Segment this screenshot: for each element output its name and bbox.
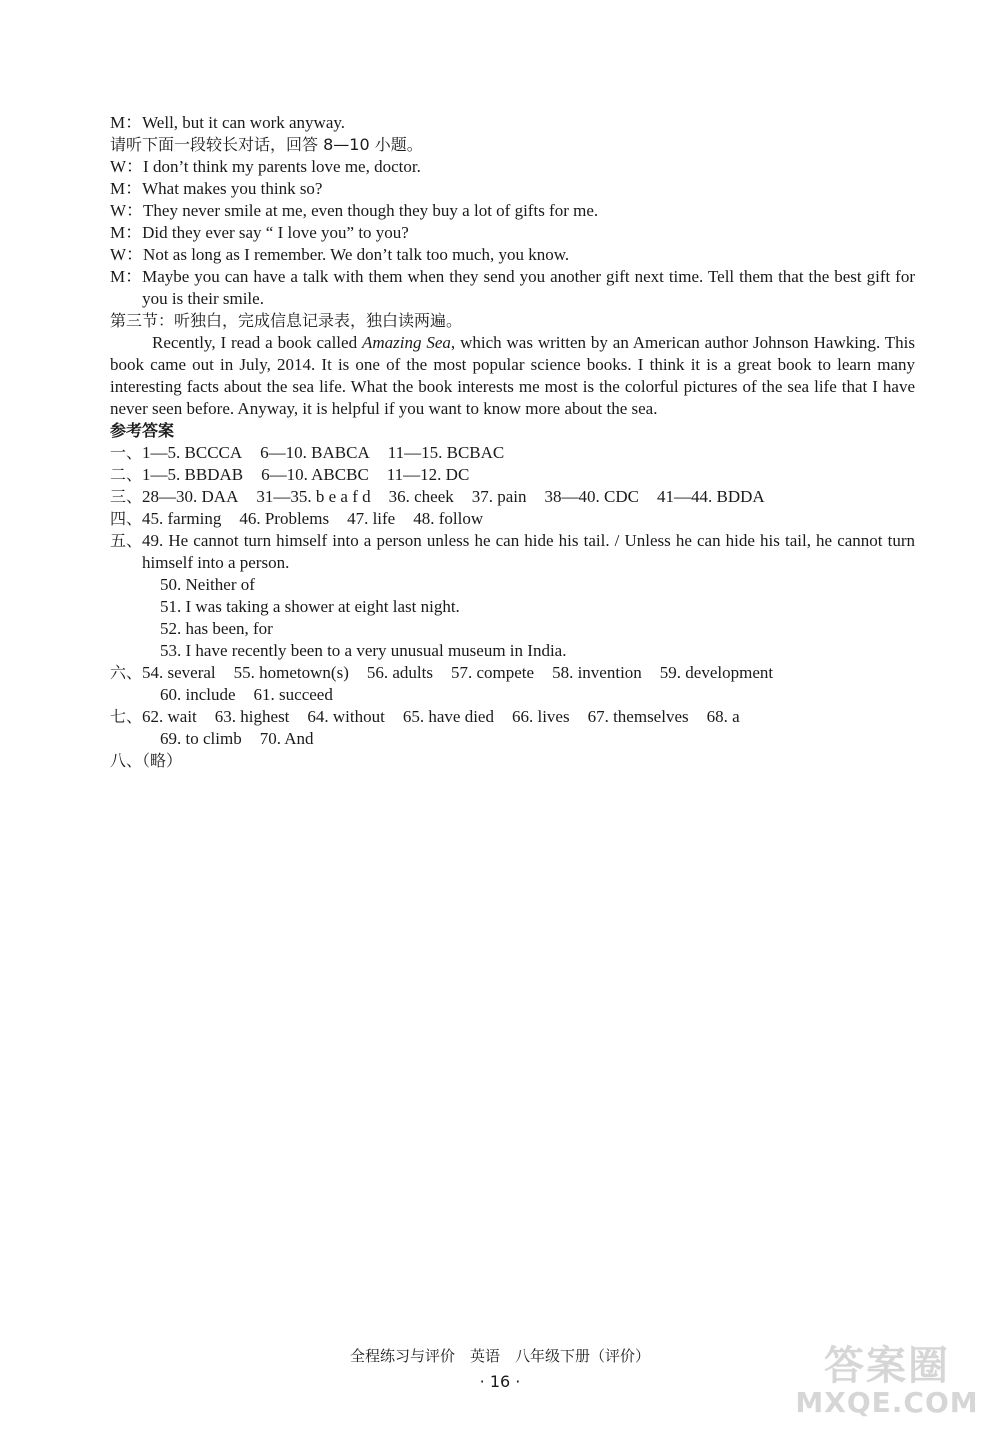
- dialogue-text: Well, but it can work anyway.: [142, 113, 346, 132]
- answer-item: 58. invention: [552, 663, 642, 682]
- answer-section-6-continued: [110, 684, 915, 706]
- answer-item: 57. compete: [450, 663, 535, 682]
- section-number: 五、: [110, 531, 143, 550]
- section-number: 二、: [110, 465, 143, 484]
- watermark-text-bottom: MXQE.COM: [795, 1386, 979, 1419]
- answer-section-2: [110, 464, 915, 486]
- answer-item: 54. several: [142, 663, 216, 682]
- speaker-label: M：: [110, 113, 143, 132]
- answer-item: 63. highest: [214, 707, 290, 726]
- dialogue-text: Maybe you can have a talk with them when they send you another gift next time. Tell them that the best gift for you is their smile.: [142, 267, 915, 308]
- section-number: 七、: [110, 707, 143, 726]
- answer-item: 6—10. ABCBC: [261, 465, 369, 484]
- section-number: 八、: [110, 751, 143, 770]
- dialogue-line: [110, 244, 915, 266]
- answer-section-8: [110, 750, 915, 772]
- watermark-text-top: 答案圈: [824, 1343, 950, 1389]
- speaker-label: W：: [110, 157, 144, 176]
- answer-item: 1—5. BBDAB: [142, 465, 244, 484]
- footer-book-title: 全程练习与评价 英语 八年级下册（评价）: [349, 1347, 650, 1365]
- section-number: 一、: [110, 443, 143, 462]
- answer-section-1: [110, 442, 915, 464]
- answer-item: 59. development: [659, 663, 774, 682]
- dialogue-line: [110, 222, 915, 244]
- book-title: Amazing Sea: [361, 333, 451, 352]
- answer-section-6: [110, 662, 915, 684]
- answer-item: 60. include: [160, 685, 236, 704]
- answer-item: 1—5. BCCCA: [142, 443, 243, 462]
- dialogue-line: [110, 156, 915, 178]
- answers-heading: 参考答案: [110, 421, 175, 440]
- answer-item: 45. farming: [142, 509, 222, 528]
- answer-item: 51. I was taking a shower at eight last night.: [160, 597, 460, 616]
- answer-item: 28—30. DAA: [142, 487, 239, 506]
- answer-item: 50. Neither of: [160, 575, 255, 594]
- section3-heading: 第三节：听独白，完成信息记录表，独白读两遍。: [110, 311, 463, 330]
- speaker-label: W：: [110, 201, 144, 220]
- answer-item: （略）: [142, 751, 183, 770]
- answer-item: 67. themselves: [587, 707, 689, 726]
- answer-section-7: [110, 706, 915, 728]
- answer-item: 48. follow: [413, 509, 484, 528]
- speaker-label: M：: [110, 179, 143, 198]
- section-number: 四、: [110, 509, 143, 528]
- dialogue-text: Did they ever say “ I love you” to you?: [142, 223, 409, 242]
- answer-item: 38—40. CDC: [544, 487, 640, 506]
- dialogue-text: They never smile at me, even though they buy a lot of gifts for me.: [143, 201, 599, 220]
- instruction-8-10: 请听下面一段较长对话，回答 8—10 小题。: [110, 135, 423, 154]
- dialogue-line: [110, 266, 915, 310]
- watermark-logo: [792, 1344, 982, 1418]
- answer-section-4: [110, 508, 915, 530]
- answer-item: 62. wait: [142, 707, 197, 726]
- answer-item: 52. has been, for: [160, 619, 273, 638]
- answer-item: 66. lives: [511, 707, 570, 726]
- answer-item: 69. to climb: [160, 729, 242, 748]
- dialogue-line: [110, 112, 915, 134]
- answer-section-3: [110, 486, 915, 508]
- answer-item: 56. adults: [366, 663, 433, 682]
- answer-item: 65. have died: [402, 707, 494, 726]
- answer-item: 61. succeed: [253, 685, 333, 704]
- dialogue-line: [110, 200, 915, 222]
- monologue-paragraph: [110, 332, 915, 420]
- page-number: · 16 ·: [479, 1372, 521, 1391]
- speaker-label: M：: [110, 267, 143, 286]
- dialogue-text: I don’t think my parents love me, doctor.: [143, 157, 421, 176]
- answer-item: 49. He cannot turn himself into a person unless he can hide his tail. / Unless he can hide his tail, he cannot turn himself into a person.: [142, 531, 915, 572]
- answer-item: 31—35. b e a f d: [256, 487, 371, 506]
- answer-item: 11—12. DC: [386, 465, 470, 484]
- monologue-text-rest: , which was written by an American author Johnson Hawking. This book came out in July, 2014. It is one of the most popular science books. I think it is a great book to learn many interesting facts about the sea life. What the book interests me most is the colorful pictures of the sea life that I have never seen before. Anyway, it is helpful if you want to know more about the sea.: [110, 333, 916, 418]
- answer-item: 53. I have recently been to a very unusual museum in India.: [160, 641, 567, 660]
- answer-item: 46. Problems: [239, 509, 330, 528]
- answer-item: 64. without: [307, 707, 385, 726]
- section-number: 三、: [110, 487, 143, 506]
- section-number: 六、: [110, 663, 143, 682]
- answer-item: 68. a: [706, 707, 740, 726]
- speaker-label: W：: [110, 245, 144, 264]
- answer-item: 11—15. BCBAC: [387, 443, 505, 462]
- dialogue-text: Not as long as I remember. We don’t talk too much, you know.: [143, 245, 570, 264]
- answer-item: 6—10. BABCA: [260, 443, 370, 462]
- dialogue-text: What makes you think so?: [142, 179, 323, 198]
- answer-item: 47. life: [347, 509, 396, 528]
- answer-item: 41—44. BDDA: [657, 487, 765, 506]
- speaker-label: M：: [110, 223, 143, 242]
- answer-item: 36. cheek: [388, 487, 454, 506]
- answer-section-7-continued: [110, 728, 915, 750]
- monologue-text-start: Recently, I read a book called: [152, 333, 362, 352]
- dialogue-line: [110, 178, 915, 200]
- answer-section-5: [110, 530, 915, 574]
- answer-item: 70. And: [259, 729, 314, 748]
- answer-item: 37. pain: [471, 487, 527, 506]
- answer-item: 55. hometown(s): [233, 663, 349, 682]
- answer-page: [110, 112, 915, 772]
